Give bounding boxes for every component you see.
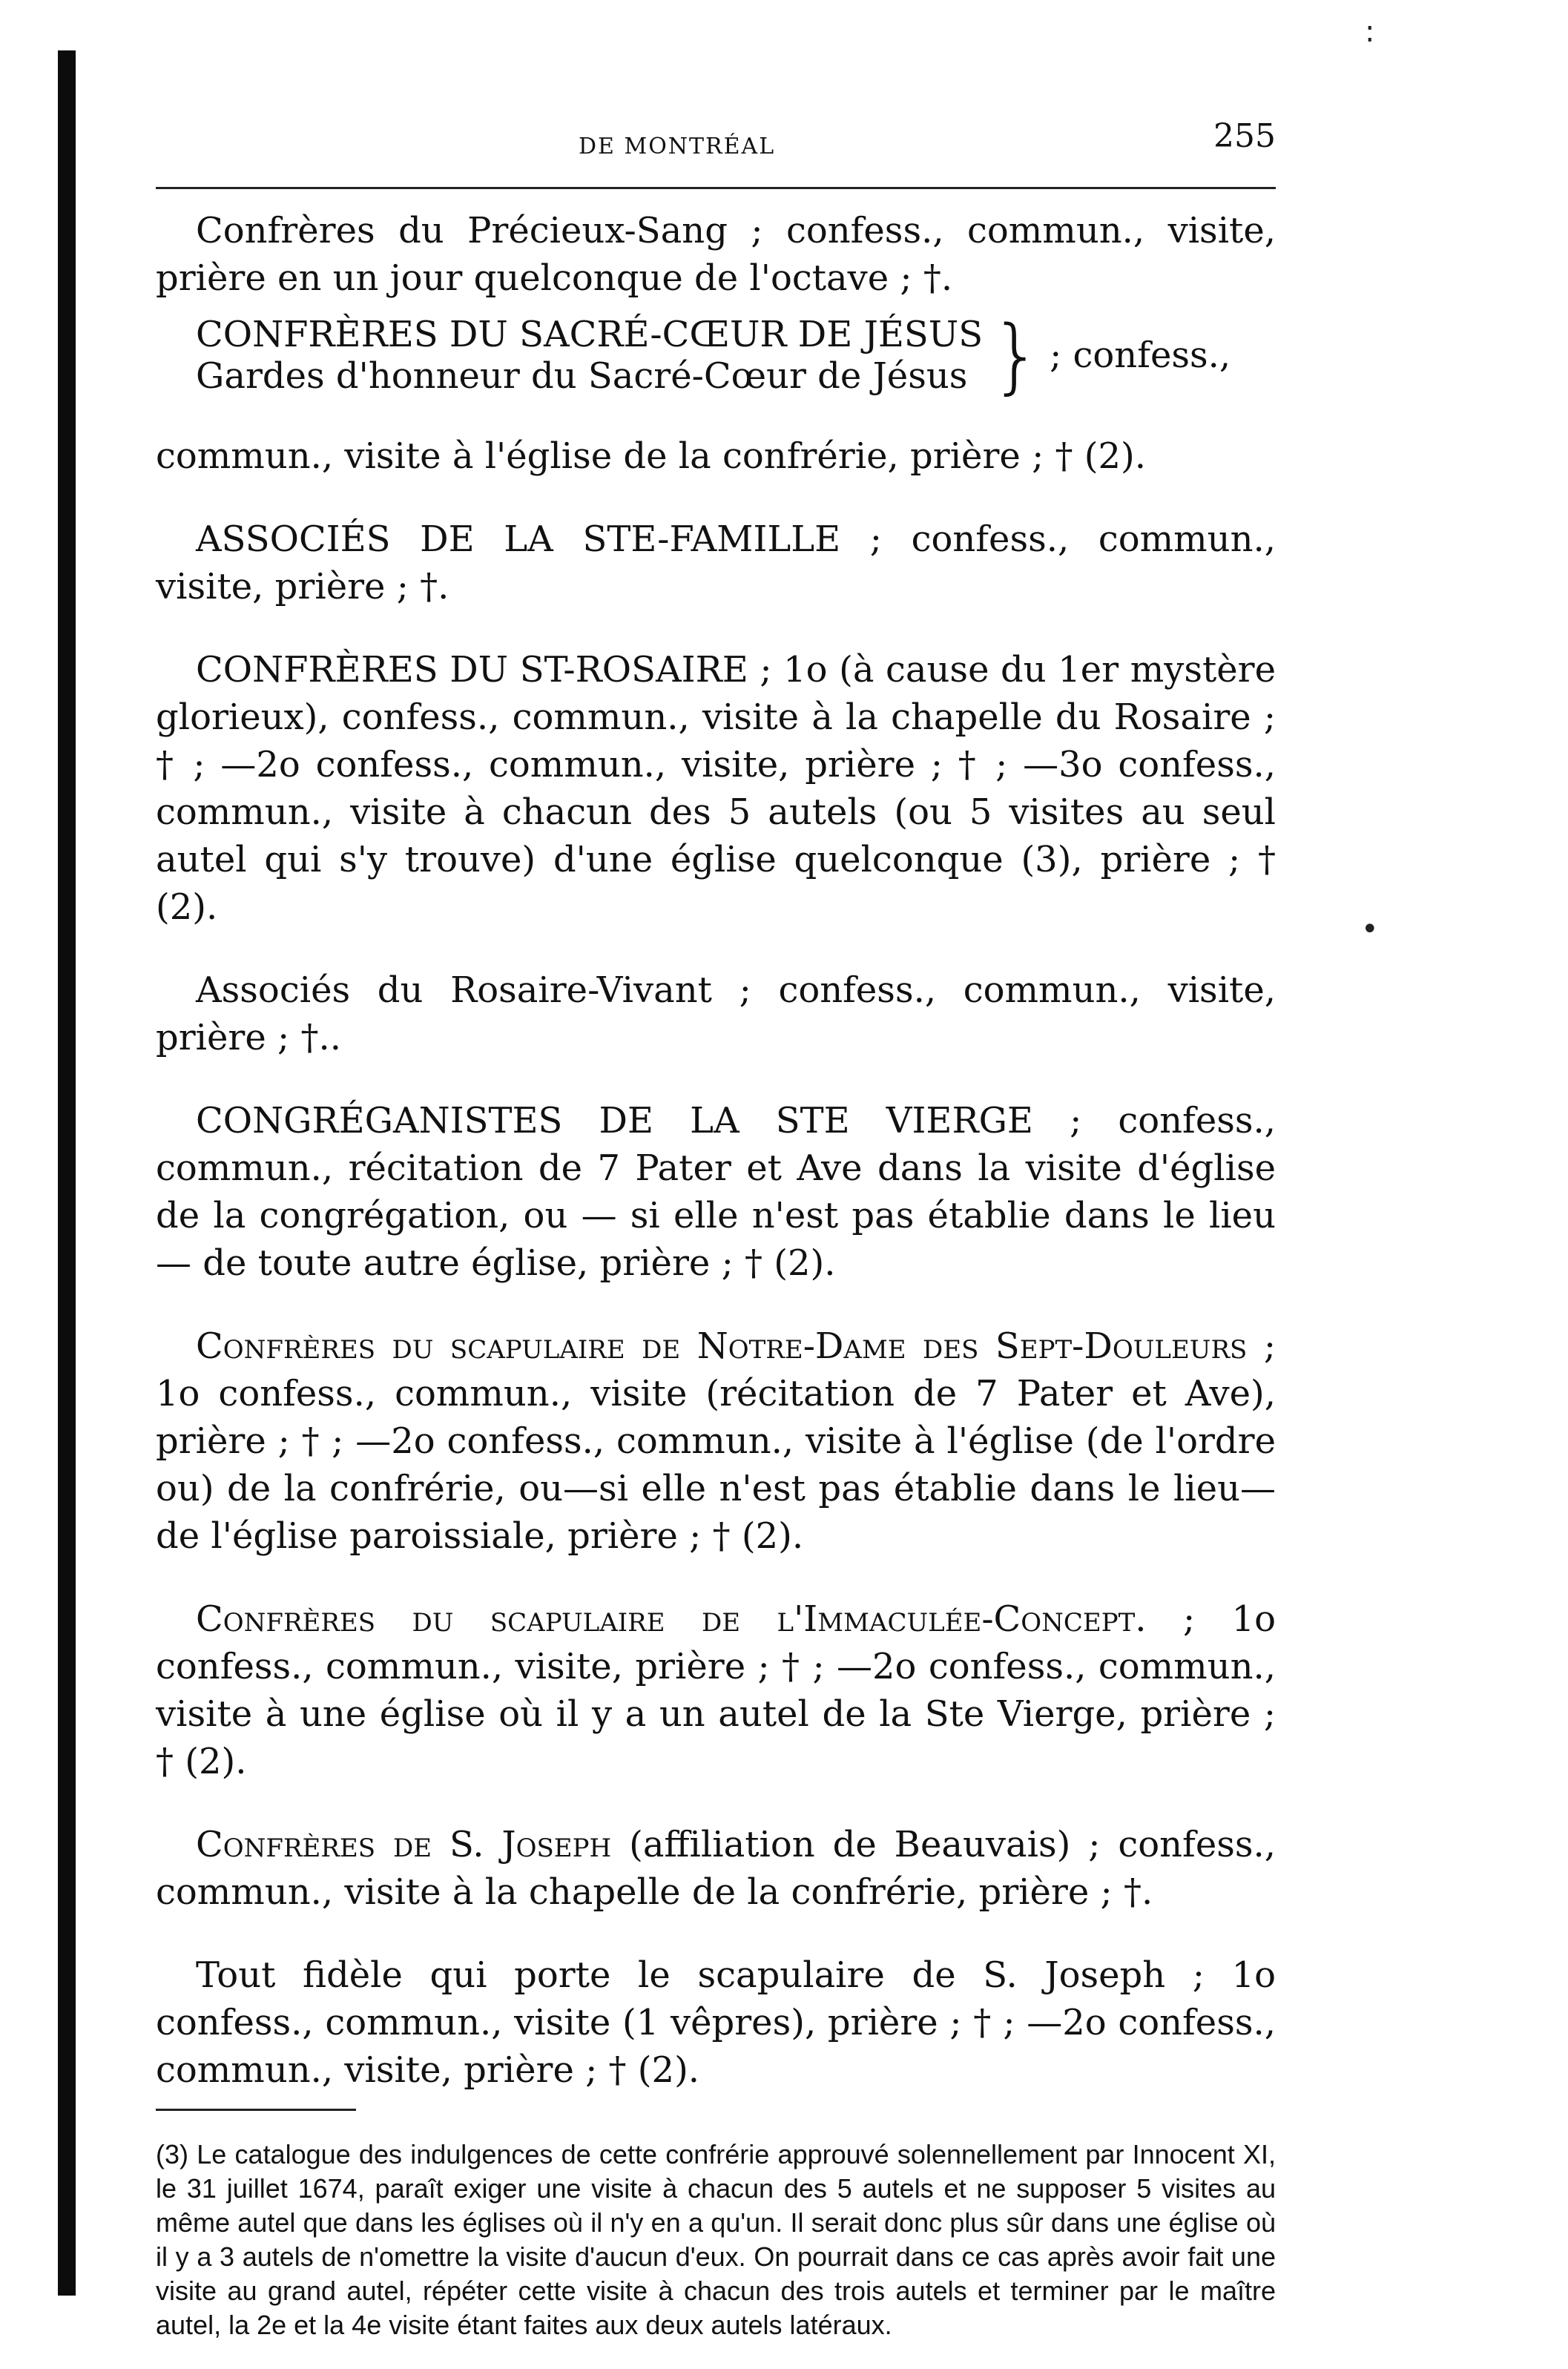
brace-after: ; confess., [1050, 335, 1231, 376]
running-head: DE MONTRÉAL [579, 134, 776, 159]
entry-st-joseph [156, 1821, 1276, 1916]
entry-text: ; confess., commun., récitation de 7 Pater et Ave dans la visite d'église de la congrégation, ou — si elle n'est pas établie dans le lieu — de toute autre église, prière ; † (2). [156, 1100, 1277, 1284]
entry-lead: Associés du Rosaire-Vivant [196, 969, 712, 1011]
entry-text: confess., commun., visite, prière en un jour quelconque de l'octave ; †. [156, 210, 1276, 299]
entry-sacre-coeur [196, 308, 1276, 403]
entry-ste-famille [156, 515, 1276, 610]
margin-bullet: • [1361, 912, 1379, 946]
corner-mark: : [1365, 15, 1375, 49]
entry-precieux-sang [156, 207, 1276, 302]
page-number: 255 [1213, 117, 1276, 155]
entry-lead: CONFRÈRES DU ST-ROSAIRE [196, 649, 748, 691]
entry-text: (affiliation de Beauvais) ; confess., commun., visite à la chapelle de la confrérie, prière ; †. [156, 1824, 1277, 1913]
entry-lead: ASSOCIÉS DE LA STE-FAMILLE [196, 518, 841, 560]
entry-ste-vierge [156, 1097, 1276, 1287]
entry-scapulaire-joseph: Tout fidèle qui porte le scapulaire de S. Joseph ; 1o confess., commun., visite (1 vêpres), prière ; † ; —2o confess., commun., visite, prière ; † (2). [156, 1954, 1276, 2091]
entry-st-rosaire [156, 646, 1276, 931]
entry-text: ; confess., commun., visite, prière ; †.. [156, 969, 1276, 1058]
entry-rosaire-vivant [156, 966, 1276, 1061]
entry-text: ; confess., commun., visite, prière ; †. [156, 518, 1276, 607]
brace-line-1: CONFRÈRES DU SACRÉ-CŒUR DE JÉSUS [196, 314, 984, 355]
book-spine-edge [58, 50, 76, 2296]
entry-lead: Confrères du scapulaire de l'Immaculée-Concept. [196, 1598, 1147, 1640]
brace-line-2: Gardes d'honneur du Sacré-Cœur de Jésus [196, 355, 968, 397]
entry-text: ; 1o (à cause du 1er mystère glorieux), confess., commun., visite à la chapelle du Rosaire ; † ; —2o confess., commun., visite, prière ; † ; —3o confess., commun., visite à chacun des 5 autels (ou 5 visites au seul autel qui s'y trouve) d'une église quelconque (3), prière ; † (2). [156, 649, 1277, 928]
brace-lines [196, 314, 983, 397]
entry-lead: CONGRÉGANISTES DE LA STE VIERGE [196, 1100, 1033, 1141]
entry-lead: Confrères de S. Joseph [196, 1824, 612, 1865]
header-rule [156, 187, 1276, 189]
footnote: (3) Le catalogue des indulgences de cette confrérie approuvé solennellement par Innocent XI, le 31 juillet 1674, paraît exiger une visite à chacun des 5 autels et ne supposer 5 visites au même autel que dans les églises où il n'y en a qu'un. Il serait donc plus sûr dans une église où il y a 3 autels de n'omettre la visite d'aucun d'eux. On pourrait dans ce cas après avoir fait une visite au grand autel, répéter cette visite à chacun des trois autels et terminer par le maître autel, la 2e et la 4e visite étant faites aux deux autels latéraux. [156, 2139, 1276, 2340]
entry-lead: Confrères du scapulaire de Notre-Dame des Sept-Douleurs [196, 1325, 1248, 1367]
entry-immaculee [156, 1595, 1276, 1785]
brace: } [990, 308, 1043, 403]
footnote-rule [156, 2109, 356, 2111]
entry-text: ; 1o confess., commun., visite, prière ; † ; —2o confess., commun., visite à une église où il y a un autel de la Ste Vierge, prière ; † (2). [156, 1598, 1276, 1782]
page-body [156, 104, 1276, 2369]
page-header [156, 104, 1276, 178]
entry-lead: Confrères du Précieux-Sang ; [196, 210, 786, 251]
entry-sacre-coeur-continued: commun., visite à l'église de la confrérie, prière ; † (2). [156, 435, 1146, 477]
entry-text: ; 1o confess., commun., visite (récitation de 7 Pater et Ave), prière ; † ; —2o confess., commun., visite à l'église (de l'ordre ou) de la confrérie, ou—si elle n'est pas établie dans le lieu—de l'église paroissiale, prière ; † (2). [156, 1325, 1276, 1557]
entry-sept-douleurs [156, 1322, 1276, 1560]
